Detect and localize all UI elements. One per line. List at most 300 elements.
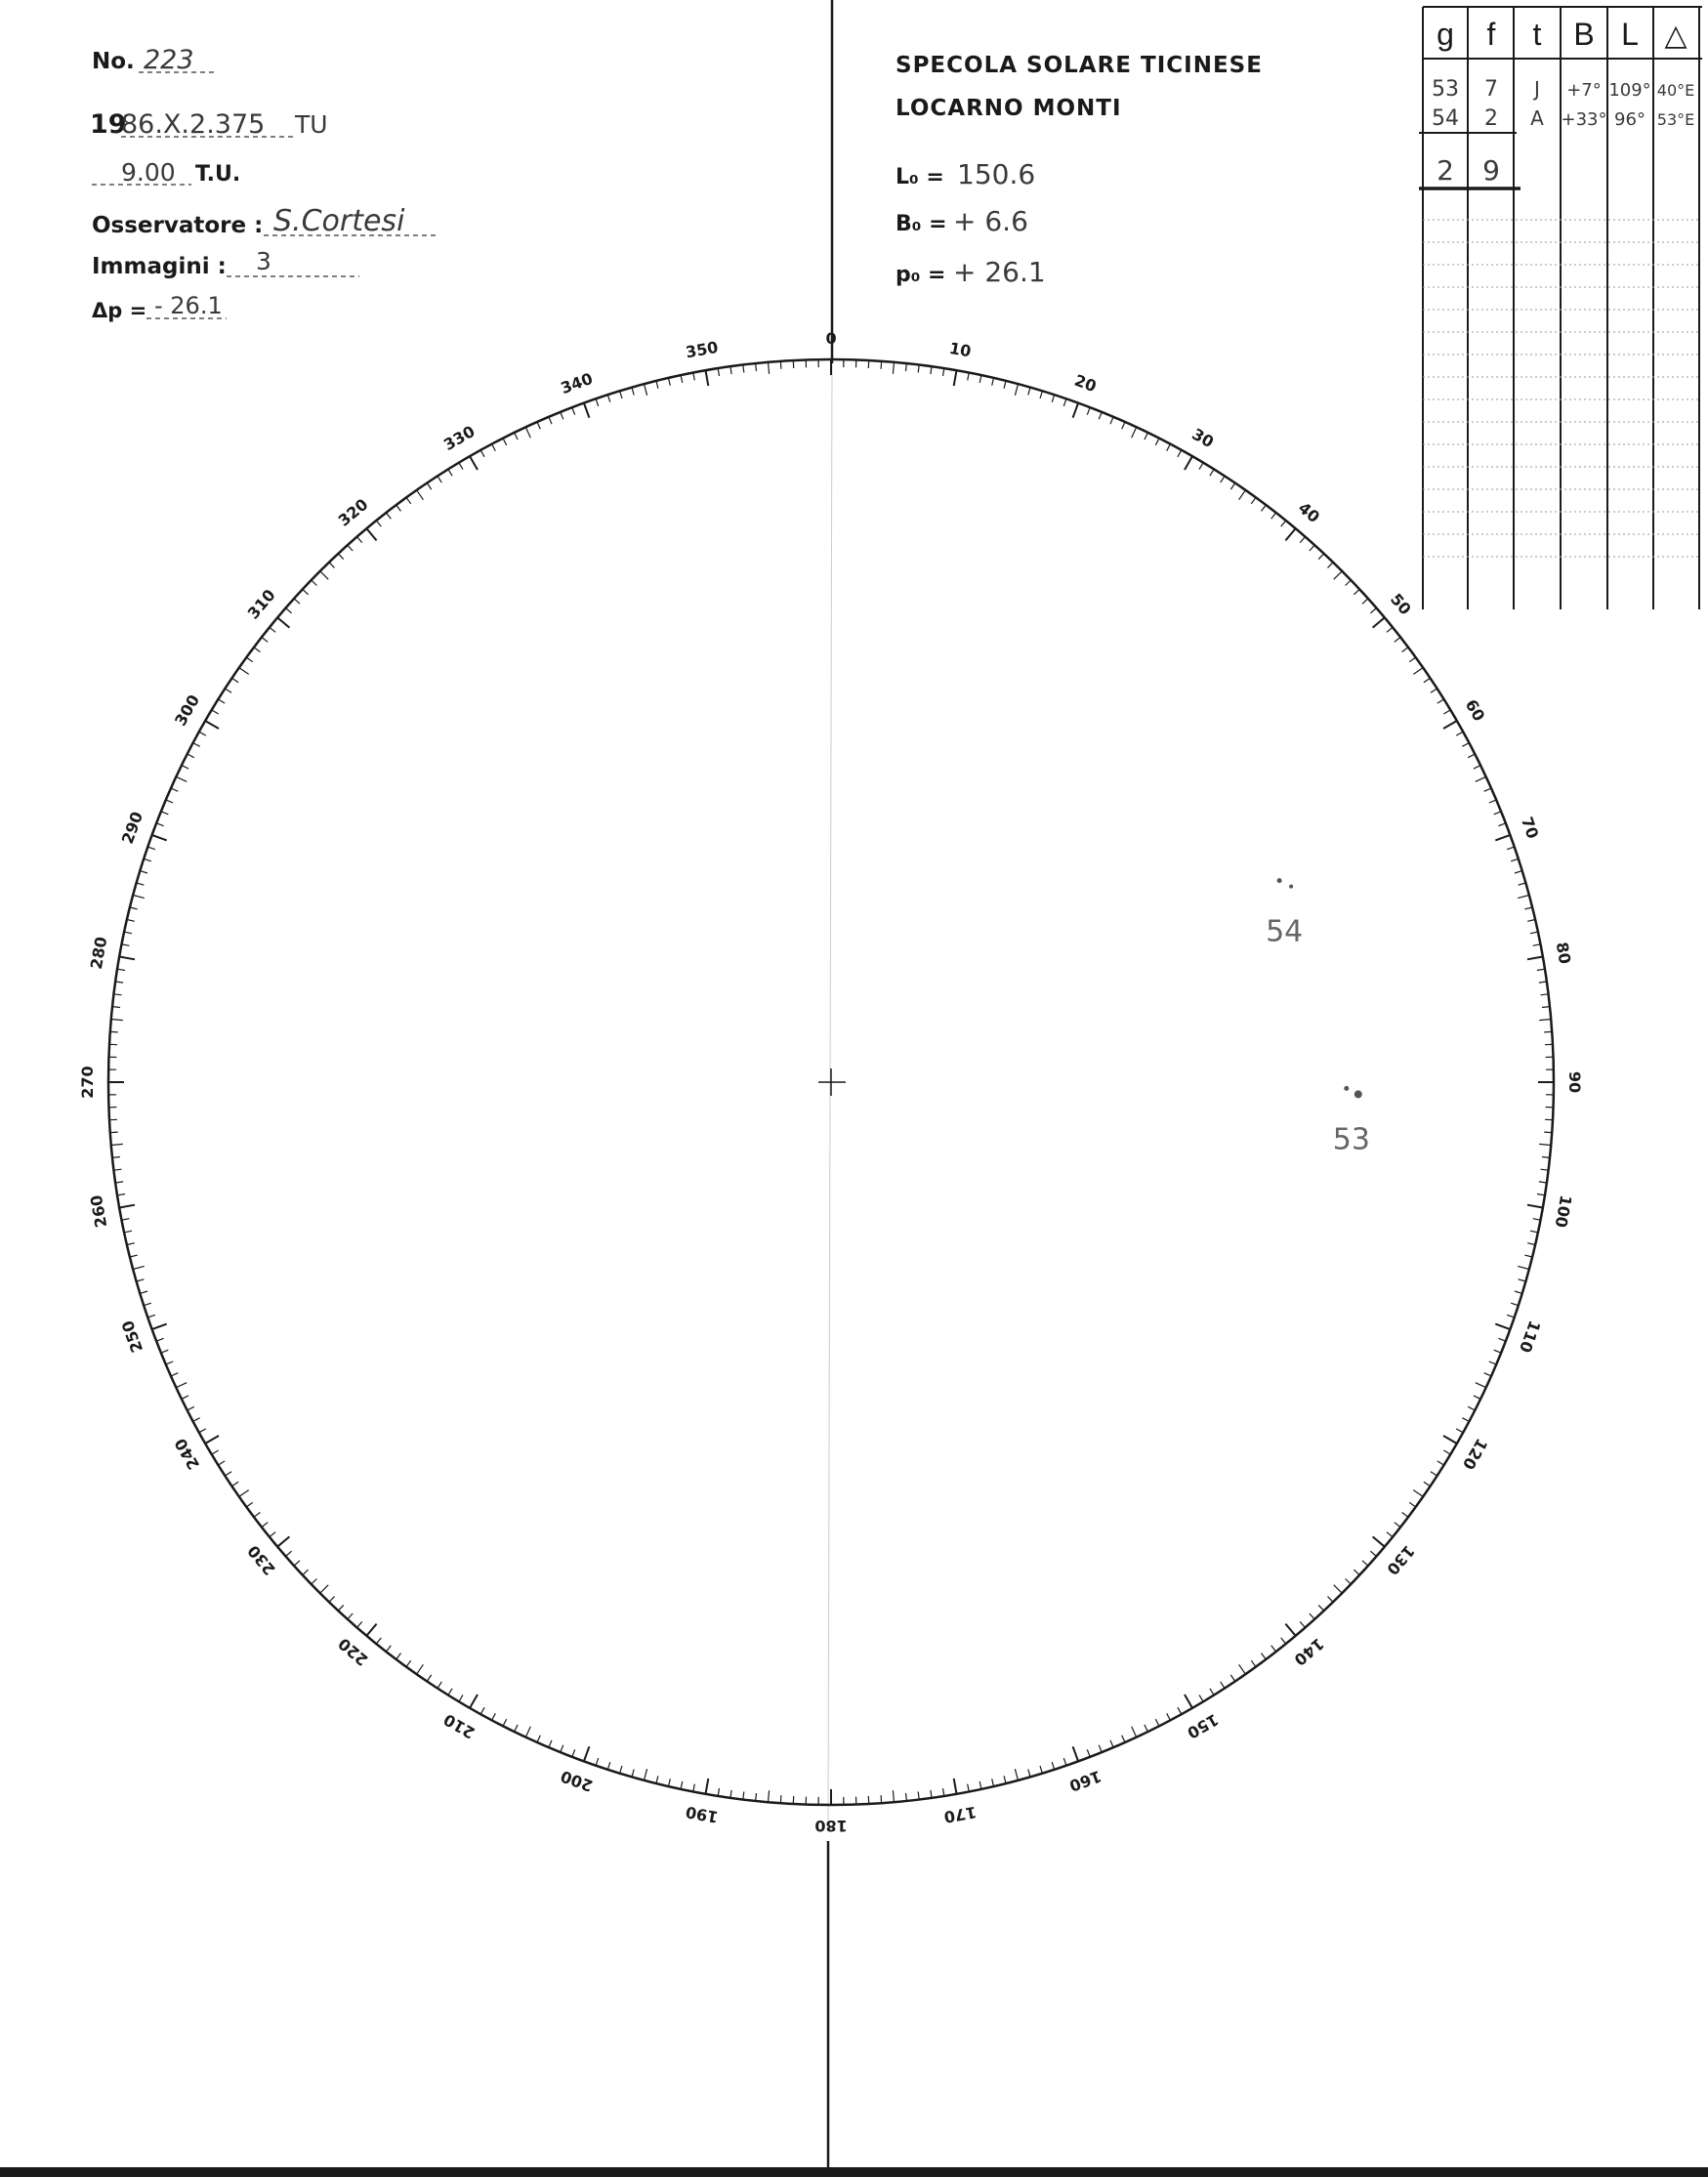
degree-tick: [1346, 580, 1352, 586]
degree-tick: [480, 1707, 484, 1714]
degree-label-300: 300: [170, 691, 204, 730]
degree-tick: [459, 1695, 463, 1701]
degree-tick: [693, 1784, 695, 1792]
degree-tick: [780, 361, 781, 369]
sunspot-53-b: [1354, 1090, 1362, 1098]
degree-tick: [1524, 1255, 1532, 1257]
degree-tick: [943, 1788, 944, 1796]
degree-tick: [1413, 1490, 1423, 1497]
degree-tick: [1424, 1482, 1431, 1486]
degree-tick: [1431, 689, 1437, 692]
degree-tick: [549, 417, 552, 424]
degree-label-150: 150: [1184, 1709, 1222, 1743]
time-value: 9.00: [121, 158, 176, 187]
degree-tick: [1539, 1020, 1551, 1021]
degree-tick: [124, 1231, 132, 1233]
degree-tick: [338, 1605, 344, 1611]
degree-tick: [561, 412, 563, 419]
degree-tick: [1262, 1654, 1267, 1659]
degree-tick: [693, 373, 695, 381]
degree-tick: [1387, 627, 1393, 632]
degree-tick: [1122, 422, 1125, 429]
p0-label: p₀ =: [896, 263, 946, 287]
degree-tick: [1373, 1536, 1385, 1546]
degree-tick: [954, 370, 957, 386]
degree-tick: [1495, 835, 1510, 841]
degree-tick: [386, 513, 391, 519]
degree-tick: [1437, 1461, 1444, 1465]
degree-tick: [979, 375, 981, 383]
degree-tick: [992, 1779, 994, 1786]
degree-label-40: 40: [1294, 498, 1324, 527]
degree-tick: [348, 1613, 353, 1619]
degree-tick: [1318, 554, 1324, 560]
degree-tick: [448, 1689, 452, 1696]
degree-tick: [1251, 497, 1256, 504]
b0-value: + 6.6: [953, 205, 1028, 237]
degree-tick: [161, 1350, 168, 1353]
degree-tick: [1334, 1585, 1343, 1594]
degree-tick: [171, 1373, 178, 1376]
degree-tick: [312, 580, 317, 586]
degree-tick: [1099, 1745, 1102, 1752]
degree-tick: [1515, 1291, 1522, 1293]
degree-label-140: 140: [1290, 1634, 1328, 1670]
degree-tick: [1484, 1373, 1491, 1376]
degree-label-0: 0: [825, 329, 837, 348]
degree-tick: [756, 363, 757, 371]
degree-tick: [239, 668, 249, 675]
degree-tick: [1494, 812, 1501, 815]
degree-tick: [1539, 1144, 1551, 1145]
degree-tick: [1354, 1570, 1359, 1575]
degree-label-10: 10: [947, 338, 973, 361]
degree-tick: [1519, 1279, 1526, 1281]
degree-tick: [133, 896, 145, 899]
degree-tick: [182, 1396, 188, 1400]
degree-tick: [780, 1795, 781, 1803]
degree-label-60: 60: [1461, 695, 1489, 725]
degree-tick: [1167, 1713, 1171, 1720]
degree-tick: [1443, 721, 1457, 729]
degree-tick: [246, 657, 252, 662]
degree-tick: [906, 1793, 907, 1801]
degree-tick: [137, 883, 145, 885]
degree-tick: [968, 373, 970, 381]
degree-tick: [1328, 563, 1334, 568]
degree-tick: [193, 1418, 200, 1422]
degree-tick: [320, 571, 329, 580]
degree-tick: [239, 1490, 249, 1497]
sunspot-54-b: [1289, 885, 1293, 889]
degree-tick: [881, 1795, 882, 1803]
degree-tick: [262, 637, 268, 642]
row1-l: 109°: [1608, 80, 1651, 101]
row1-f: 7: [1484, 77, 1498, 102]
degree-tick: [232, 1482, 239, 1486]
degree-tick: [1015, 1769, 1018, 1780]
degree-tick: [756, 1793, 757, 1801]
degree-tick: [1518, 896, 1529, 899]
degree-tick: [1199, 1695, 1203, 1701]
degree-tick: [537, 422, 540, 429]
degree-tick: [225, 689, 231, 692]
degree-tick: [357, 1621, 362, 1627]
degree-tick: [1542, 1157, 1550, 1158]
degree-tick: [572, 407, 575, 414]
degree-tick: [1527, 1205, 1543, 1208]
degree-tick: [1489, 800, 1496, 803]
degree-label-90: 90: [1565, 1070, 1584, 1094]
degree-label-290: 290: [117, 809, 147, 847]
degree-tick: [1073, 1746, 1079, 1761]
degree-tick: [1476, 1383, 1486, 1388]
degree-tick: [140, 1291, 147, 1293]
degree-tick: [140, 871, 147, 873]
degree-tick: [893, 362, 894, 374]
degree-tick: [718, 368, 719, 376]
degree-tick: [1462, 1418, 1469, 1422]
degree-tick: [1476, 776, 1486, 781]
degree-tick: [329, 563, 335, 568]
degree-tick: [1210, 1689, 1214, 1696]
degree-tick: [1409, 1502, 1416, 1507]
degree-tick: [1527, 1243, 1535, 1245]
degree-tick: [1370, 1551, 1376, 1556]
degree-tick: [1239, 490, 1246, 500]
degree-label-220: 220: [334, 1634, 372, 1670]
degree-tick: [1185, 1695, 1192, 1708]
degree-tick: [1221, 476, 1225, 482]
degree-tick: [931, 1790, 932, 1798]
degree-tick: [1524, 907, 1532, 909]
degree-tick: [232, 678, 239, 683]
degree-tick: [1437, 699, 1444, 703]
degree-tick: [632, 1770, 634, 1778]
degree-tick: [561, 1745, 563, 1752]
degree-tick: [706, 370, 709, 386]
degree-tick: [681, 1781, 683, 1789]
degree-tick: [117, 969, 125, 970]
degree-tick: [114, 994, 122, 995]
degree-tick: [320, 1585, 329, 1594]
degree-tick: [1199, 463, 1203, 470]
row2-t: A: [1530, 106, 1544, 130]
degree-tick: [492, 1713, 496, 1720]
degree-tick: [156, 823, 163, 826]
degree-tick: [1328, 1597, 1334, 1603]
degree-tick: [730, 366, 731, 374]
degree-tick: [1533, 944, 1541, 946]
images-label: Immagini :: [92, 254, 227, 279]
degree-tick: [718, 1788, 719, 1796]
degree-tick: [1537, 969, 1545, 970]
degree-tick: [294, 1561, 300, 1566]
degree-tick: [312, 1579, 317, 1585]
degree-tick: [1132, 1727, 1137, 1737]
row1-b: +7°: [1566, 80, 1602, 101]
degree-tick: [1519, 883, 1526, 885]
degree-tick: [1530, 1231, 1538, 1233]
degree-tick: [525, 1727, 530, 1737]
degree-tick: [225, 1472, 231, 1476]
degree-label-270: 270: [78, 1066, 97, 1099]
degree-tick: [470, 1695, 478, 1708]
degree-tick: [743, 1792, 744, 1800]
degree-tick: [656, 1776, 658, 1783]
degree-tick: [294, 599, 300, 604]
observer-label: Osservatore :: [92, 213, 264, 238]
degree-tick: [669, 1779, 671, 1786]
observatory-name: SPECOLA SOLARE TICINESE: [896, 53, 1263, 78]
degree-tick: [246, 1502, 252, 1507]
b0-label: B₀ =: [896, 212, 947, 236]
degree-tick: [1539, 1182, 1547, 1183]
degree-tick: [124, 932, 132, 934]
degree-tick: [1281, 521, 1286, 526]
degree-tick: [620, 391, 622, 398]
degree-tick: [1028, 1770, 1030, 1778]
degree-tick: [1230, 1675, 1235, 1682]
degree-tick: [1515, 871, 1522, 873]
degree-tick: [906, 363, 907, 371]
degree-tick: [303, 589, 309, 595]
degree-tick: [112, 1007, 120, 1008]
degree-tick: [1518, 1266, 1529, 1269]
degree-tick: [954, 1779, 957, 1794]
row1-g: 53: [1432, 77, 1459, 102]
degree-tick: [262, 1523, 268, 1528]
degree-tick: [1537, 1194, 1545, 1195]
degree-tick: [1489, 1361, 1496, 1364]
degree-tick: [1395, 1523, 1400, 1528]
degree-tick: [176, 1383, 187, 1388]
degree-tick: [277, 1536, 289, 1546]
degree-tick: [525, 427, 530, 438]
degree-tick: [115, 1182, 123, 1183]
degree-tick: [1462, 743, 1469, 747]
degree-tick: [943, 368, 944, 376]
degree-tick: [1087, 1749, 1090, 1756]
degree-tick: [277, 617, 289, 627]
no-value: 223: [144, 45, 194, 75]
degree-tick: [1052, 1762, 1055, 1770]
degree-tick: [1185, 456, 1192, 470]
degree-tick: [1354, 589, 1359, 595]
degree-tick: [1395, 637, 1400, 642]
degree-tick: [176, 776, 187, 781]
degree-label-70: 70: [1517, 814, 1543, 842]
degree-tick: [1099, 412, 1102, 419]
degree-tick: [1456, 732, 1463, 735]
degree-tick: [286, 1551, 292, 1556]
degree-tick: [1073, 403, 1079, 418]
degree-tick: [1544, 1132, 1552, 1133]
row2-b: +33°: [1561, 109, 1607, 130]
degree-tick: [366, 528, 376, 540]
bottom-edge-band: [0, 2167, 1708, 2177]
degree-tick: [437, 476, 441, 482]
degree-tick: [1474, 1396, 1480, 1400]
degree-tick: [515, 433, 519, 440]
degree-tick: [1178, 450, 1182, 457]
degree-tick: [620, 1766, 622, 1774]
degree-tick: [1443, 710, 1450, 714]
row2-f: 2: [1484, 106, 1498, 131]
degree-tick: [1063, 398, 1066, 406]
degree-tick: [1210, 469, 1214, 476]
degree-tick: [645, 1769, 647, 1780]
degree-label-50: 50: [1386, 589, 1415, 619]
degree-tick: [1230, 483, 1235, 490]
degree-tick: [537, 1736, 540, 1742]
group-label-54: 54: [1266, 914, 1304, 949]
degree-tick: [669, 378, 671, 386]
degree-tick: [171, 788, 178, 791]
degree-tick: [117, 1194, 125, 1195]
degree-label-180: 180: [814, 1817, 848, 1835]
sunspot-54-a: [1277, 878, 1282, 883]
degree-tick: [111, 1144, 123, 1145]
degree-tick: [572, 1749, 575, 1756]
degree-tick: [152, 835, 167, 841]
degree-tick: [1409, 657, 1416, 662]
degree-tick: [1346, 1579, 1352, 1585]
degree-tick: [1110, 417, 1113, 424]
degree-tick: [881, 361, 882, 369]
degree-label-130: 130: [1383, 1541, 1419, 1579]
observer-value: S.Cortesi: [273, 204, 405, 238]
degree-tick: [396, 505, 401, 511]
degree-tick: [193, 743, 200, 747]
degree-tick: [1456, 1429, 1463, 1433]
degree-label-190: 190: [684, 1802, 720, 1827]
degree-tick: [607, 1762, 610, 1770]
sunspot-groups: [1266, 878, 1370, 1156]
degree-label-160: 160: [1066, 1766, 1104, 1796]
degree-tick: [1271, 513, 1276, 519]
degree-tick: [182, 766, 188, 770]
degree-tick: [1468, 1406, 1475, 1410]
degree-tick: [1541, 994, 1549, 995]
degree-tick: [1527, 920, 1535, 922]
degree-tick: [681, 375, 683, 383]
degree-tick: [1431, 1472, 1437, 1476]
degree-tick: [1178, 1707, 1182, 1714]
observatory-location: LOCARNO MONTI: [896, 96, 1122, 121]
degree-tick: [427, 1675, 432, 1682]
degree-label-280: 280: [86, 935, 111, 971]
degree-tick: [417, 1664, 424, 1674]
degree-tick: [1511, 1303, 1519, 1306]
degree-tick: [1402, 648, 1408, 652]
degree-tick: [127, 1243, 135, 1245]
degree-tick: [596, 398, 599, 406]
degree-tick: [1424, 678, 1431, 683]
degree-tick: [152, 1324, 167, 1330]
degree-tick: [212, 710, 219, 714]
degree-tick: [1281, 1638, 1286, 1644]
degree-label-120: 120: [1458, 1435, 1492, 1473]
degree-tick: [1495, 1324, 1510, 1330]
degree-label-100: 100: [1551, 1193, 1576, 1230]
degree-tick: [1373, 617, 1385, 627]
degree-label-330: 330: [440, 421, 479, 455]
degree-tick: [1167, 444, 1171, 451]
degree-tick: [769, 1790, 770, 1802]
degree-tick: [212, 1450, 219, 1454]
degree-tick: [1285, 528, 1295, 540]
degree-label-20: 20: [1071, 370, 1100, 397]
degree-tick: [130, 1255, 138, 1257]
degree-tick: [286, 608, 292, 613]
degree-tick: [1544, 1031, 1552, 1032]
degree-tick: [1132, 427, 1137, 438]
degree-label-30: 30: [1188, 424, 1218, 452]
p0-value: + 26.1: [953, 256, 1046, 288]
degree-tick: [114, 1169, 122, 1170]
degree-tick: [1362, 1561, 1368, 1566]
degree-tick: [632, 388, 634, 396]
degree-tick: [893, 1790, 894, 1802]
degree-tick: [1221, 1682, 1225, 1689]
degree-tick: [1300, 537, 1305, 543]
degree-tick: [1271, 1646, 1276, 1652]
degree-tick: [1484, 788, 1491, 791]
degree-tick: [1155, 1719, 1159, 1726]
degree-tick: [122, 1219, 130, 1221]
degree-tick: [110, 1031, 118, 1032]
degree-label-170: 170: [942, 1802, 979, 1827]
degree-tick: [1318, 1605, 1324, 1611]
degree-tick: [503, 439, 507, 445]
row2-delta: 53°E: [1656, 110, 1695, 129]
degree-tick: [396, 1654, 401, 1659]
degree-tick: [111, 1020, 123, 1021]
sunspot-53-a: [1344, 1086, 1349, 1091]
degree-label-340: 340: [558, 368, 596, 398]
degree-tick: [147, 847, 155, 850]
degree-label-110: 110: [1515, 1318, 1545, 1356]
degree-tick: [187, 754, 194, 758]
degree-tick: [205, 721, 219, 729]
degree-tick: [110, 1132, 118, 1133]
degree-tick: [119, 1205, 135, 1208]
degree-tick: [503, 1719, 507, 1726]
degree-tick: [1443, 1450, 1450, 1454]
degree-tick: [1542, 1007, 1550, 1008]
total-spots: 9: [1482, 154, 1500, 187]
degree-tick: [1402, 1513, 1408, 1518]
degree-label-320: 320: [334, 494, 372, 530]
row2-g: 54: [1432, 106, 1459, 131]
degree-tick: [743, 365, 744, 373]
degree-tick: [112, 1157, 120, 1158]
degree-tick: [1474, 766, 1480, 770]
row1-t: J: [1534, 77, 1540, 101]
degree-tick: [166, 800, 173, 803]
degree-tick: [218, 1461, 225, 1465]
degree-tick: [459, 463, 463, 470]
degree-tick: [1527, 957, 1543, 960]
degree-tick: [427, 483, 432, 490]
degree-tick: [645, 384, 647, 396]
degree-tick: [270, 1532, 275, 1537]
degree-tick: [1004, 1776, 1006, 1783]
degree-tick: [1110, 1740, 1113, 1747]
degree-tick: [1040, 1766, 1042, 1774]
degree-tick: [376, 1638, 381, 1644]
